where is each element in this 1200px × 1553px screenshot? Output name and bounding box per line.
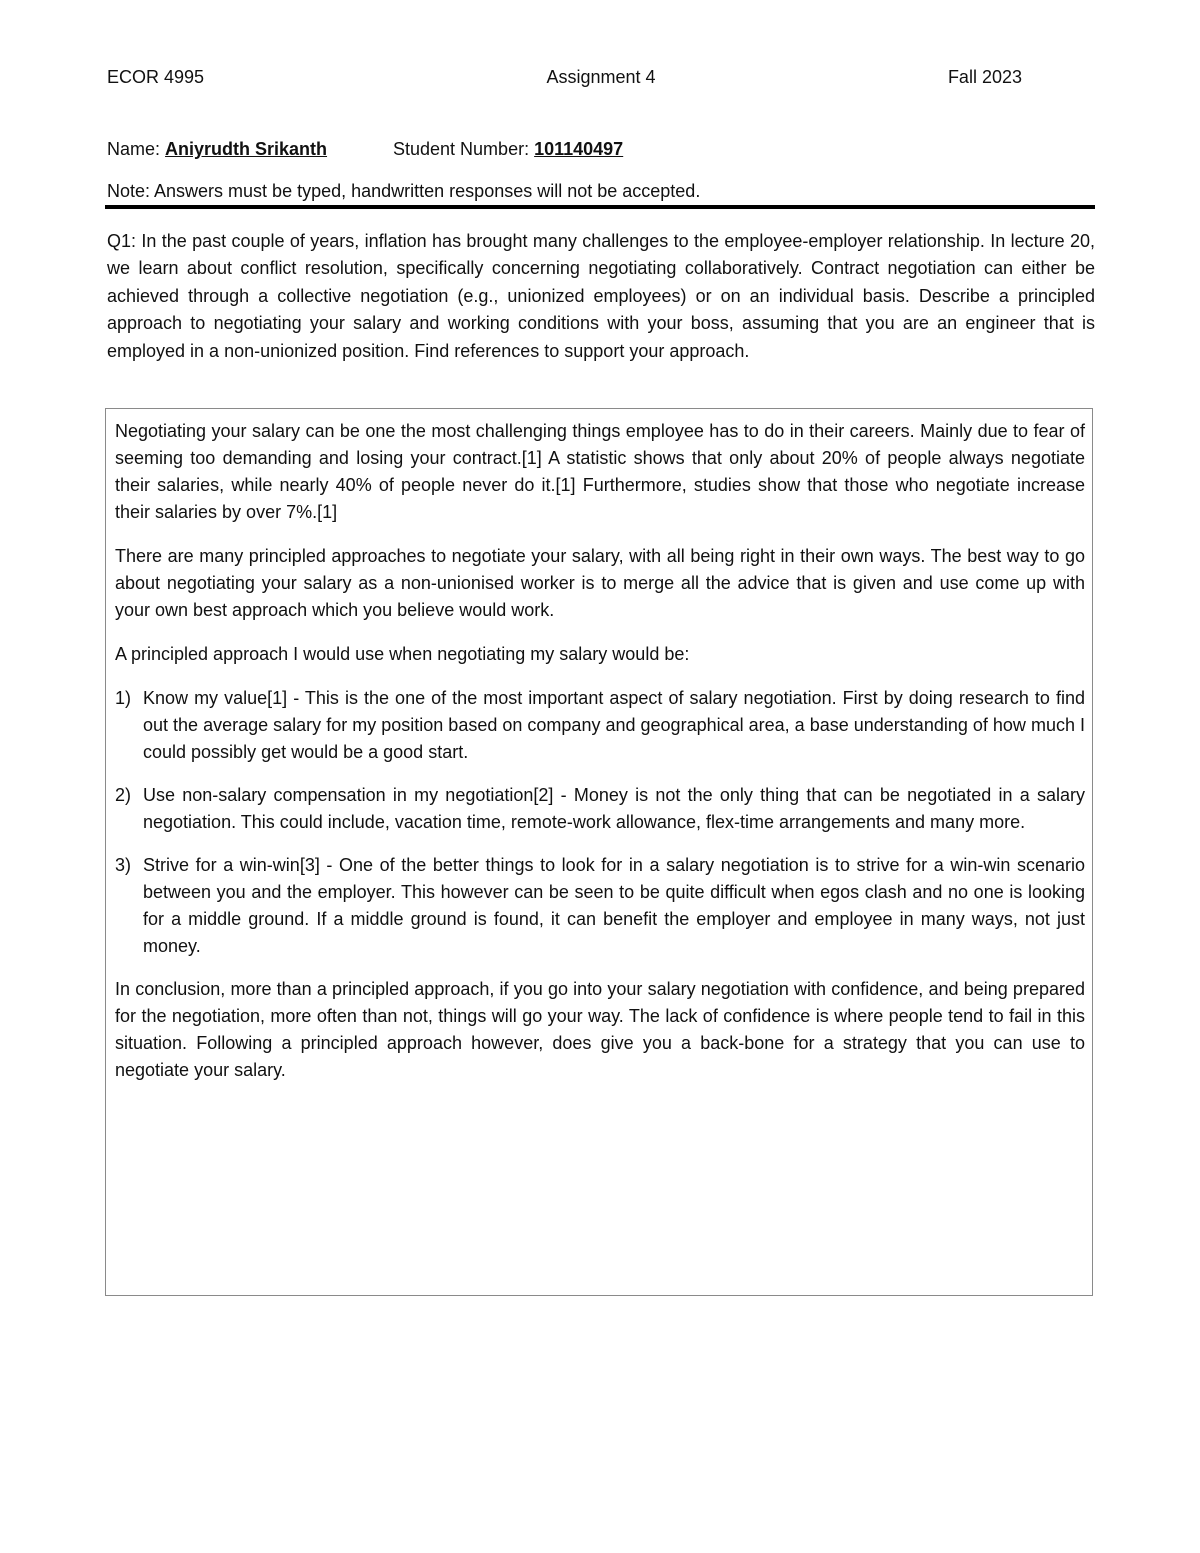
typing-note: Note: Answers must be typed, handwritten responses will not be accepted.	[107, 181, 701, 201]
student-name: Aniyrudth Srikanth	[165, 139, 328, 159]
answer-paragraph-intro: Negotiating your salary can be one the most challenging things employee has to do in their careers. Mainly due to fear of seeming too demanding and losing your contract.[1] A statistic shows that only about 20% of people always negotiate their salaries, while nearly 40% of people never do it.[1] Furthermore, studies show that those who negotiate increase their salaries by over 7%.[1]	[115, 421, 1085, 522]
term-label: Fall 2023	[947, 67, 1022, 87]
list-number: 1)	[115, 688, 132, 708]
approach-list	[115, 685, 1085, 960]
divider-rule	[105, 205, 1095, 209]
list-text: Strive for a win-win[3] - One of the better things to look for in a salary negotiation is to strive for a win-win scenario between you and the employer. This however can be seen to be quite difficult when egos clash and no one is looking for a middle ground. If a middle ground is found, it can benefit the employer and employee in many ways, not just money.	[143, 855, 1085, 956]
list-item	[115, 782, 1085, 836]
answer-content	[115, 418, 1085, 1101]
answer-paragraph-approaches: There are many principled approaches to negotiate your salary, with all being right in their own ways. The best way to go about negotiating your salary as a non-unionised worker is to merge all the advice that is given and use come up with your own best approach which you believe would work.	[115, 546, 1085, 620]
answer-paragraph-lead: A principled approach I would use when negotiating my salary would be:	[115, 644, 690, 664]
student-number: 101140497	[534, 139, 624, 159]
list-item	[115, 685, 1085, 766]
name-label: Name:	[107, 139, 161, 159]
assignment-title: Assignment 4	[546, 67, 656, 87]
list-item	[115, 852, 1085, 960]
answer-paragraph-conclusion: In conclusion, more than a principled approach, if you go into your salary negotiation with confidence, and being prepared for the negotiation, more often than not, things will go your way. The lack of confidence is where people tend to fail in this situation. Following a principled approach however, does give you a back-bone for a strategy that you can use to negotiate your salary.	[115, 979, 1085, 1080]
question-body: In the past couple of years, inflation has brought many challenges to the employee-employer relationship. In lecture 20, we learn about conflict resolution, specifically concerning negotiating collaboratively. Contract negotiation can either be achieved through a collective negotiation (e.g., unionized employees) or on an individual basis. Describe a principled approach to negotiating your salary and working conditions with your boss, assuming that you are an engineer that is employed in a non-unionized position. Find references to support your approach.	[107, 231, 1095, 361]
student-info	[107, 139, 1095, 160]
course-code: ECOR 4995	[107, 67, 205, 87]
question-text	[107, 228, 1095, 365]
list-number: 3)	[115, 855, 132, 875]
list-text: Use non-salary compensation in my negotiation[2] - Money is not the only thing that can be negotiated in a salary negotiation. This could include, vacation time, remote-work allowance, flex-time arrangements and many more.	[143, 785, 1085, 832]
student-number-field	[393, 139, 623, 160]
page-header	[107, 67, 1095, 93]
question-label: Q1:	[107, 231, 137, 251]
name-field	[107, 139, 327, 160]
student-number-label: Student Number:	[393, 139, 530, 159]
list-text: Know my value[1] - This is the one of the most important aspect of salary negotiation. First by doing research to find out the average salary for my position based on company and geographical area, a base understanding of how much I could possibly get would be a good start.	[143, 688, 1085, 762]
list-number: 2)	[115, 785, 132, 805]
